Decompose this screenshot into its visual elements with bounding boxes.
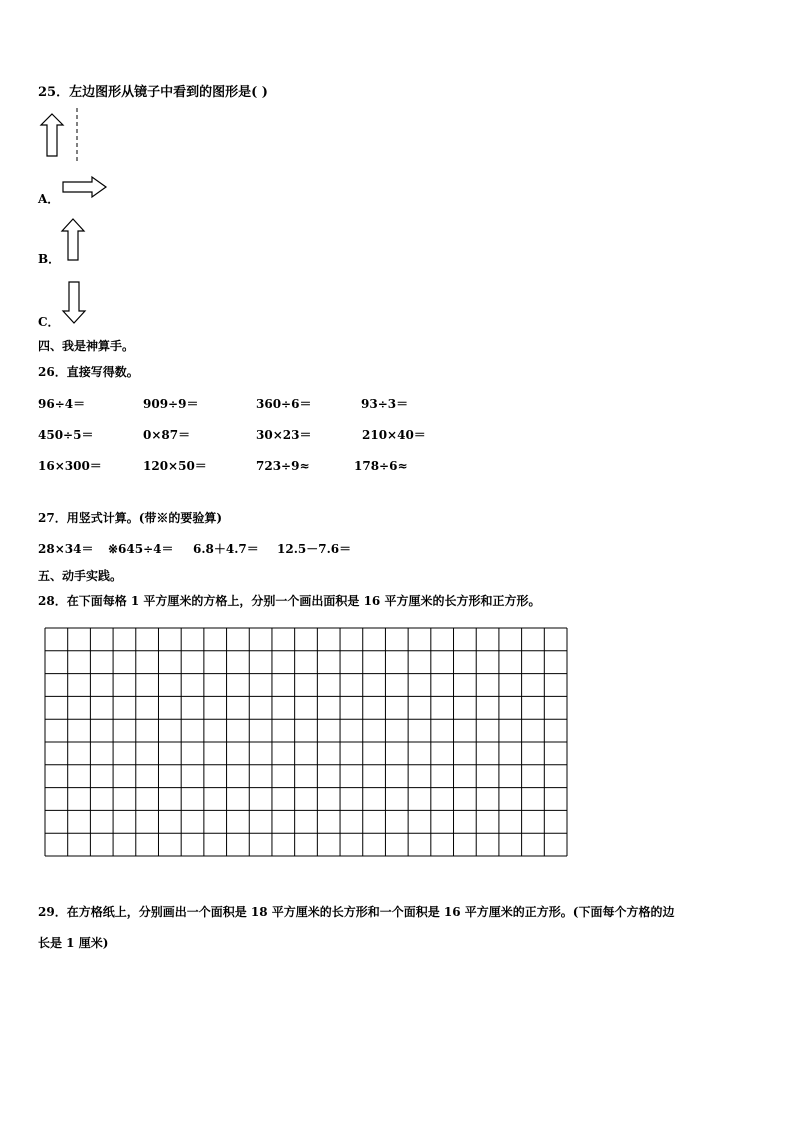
calc-item: 450÷5＝ <box>38 428 94 442</box>
calc-item: 96÷4＝ <box>38 397 86 411</box>
calc-item: 210×40＝ <box>362 428 426 442</box>
q29-prompt-line1: 29．在方格纸上，分别画出一个面积是 18 平方厘米的长方形和一个面积是 16 平方厘米的正方形。(下面每个方格的边 <box>38 905 675 919</box>
calc-item: 360÷6＝ <box>256 397 312 411</box>
arrow-up-icon <box>41 114 63 156</box>
calc-item: 0×87＝ <box>143 428 191 442</box>
square-grid[interactable] <box>44 627 568 857</box>
section-5-title: 五、动手实践。 <box>38 569 123 583</box>
q25-prompt: 25．左边图形从镜子中看到的图形是( ) <box>38 85 268 100</box>
vertical-calc-item: ※645÷4＝ <box>108 542 174 556</box>
q28-prompt: 28．在下面每格 1 平方厘米的方格上，分别一个画出面积是 16 平方厘米的长方形和正方形。 <box>38 594 541 608</box>
section-4-title: 四、我是神算手。 <box>38 339 135 353</box>
q26-prompt: 26．直接写得数。 <box>38 365 139 379</box>
q29-prompt-line2: 长是 1 厘米) <box>38 936 109 950</box>
q25-option-c-label: C． <box>38 315 60 329</box>
calc-item: 93÷3＝ <box>361 397 409 411</box>
q25-original-figure <box>40 108 85 164</box>
arrow-up-icon[interactable] <box>60 218 86 262</box>
arrow-right-icon[interactable] <box>62 176 108 198</box>
arrow-down-icon[interactable] <box>61 281 87 325</box>
calc-item: 909÷9＝ <box>143 397 199 411</box>
calc-item: 120×50＝ <box>143 459 207 473</box>
q25-option-b-label: B． <box>38 252 61 266</box>
q27-prompt: 27．用竖式计算。(带※的要验算) <box>38 511 223 525</box>
calc-item: 30×23＝ <box>256 428 312 442</box>
vertical-calc-item: 6.8＋4.7＝ <box>193 542 259 556</box>
vertical-calc-item: 28×34＝ <box>38 542 94 556</box>
q25-option-a-label: A． <box>38 192 60 206</box>
calc-item: 16×300＝ <box>38 459 102 473</box>
calc-item: 723÷9≈ <box>256 459 310 473</box>
calc-item: 178÷6≈ <box>354 459 408 473</box>
vertical-calc-item: 12.5－7.6＝ <box>277 542 352 556</box>
